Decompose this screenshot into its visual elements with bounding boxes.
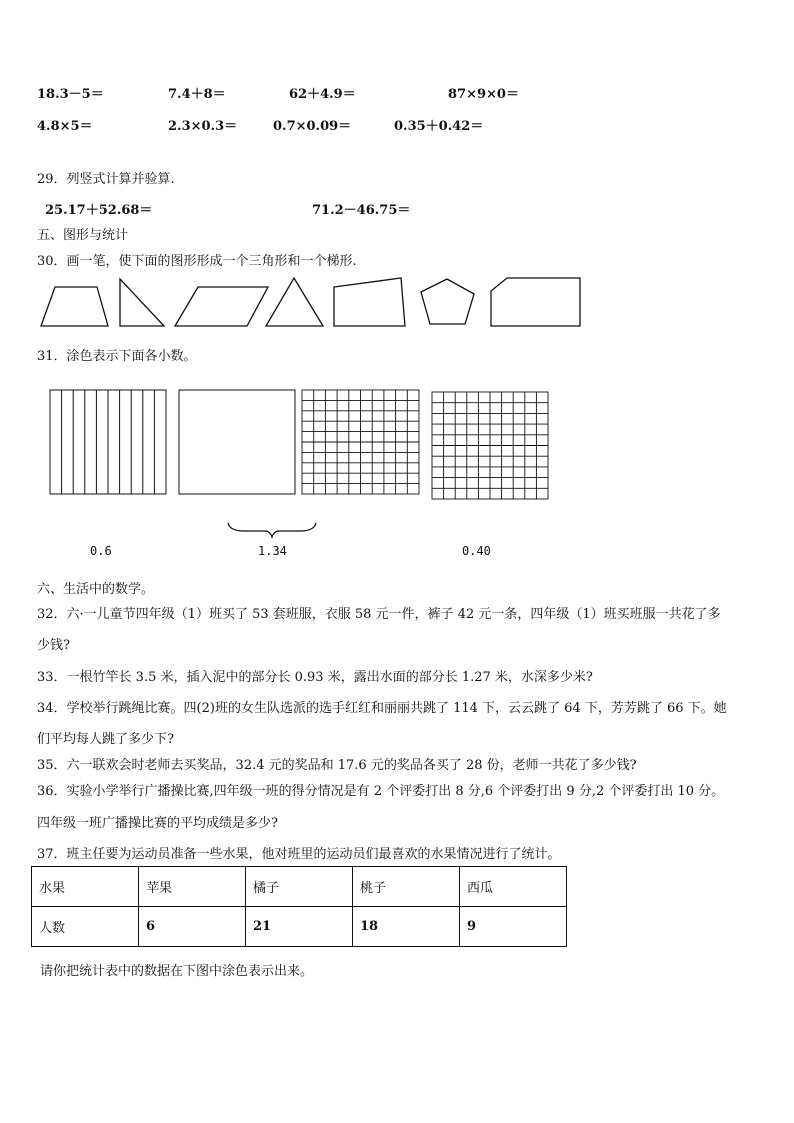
table-cell: 6 — [139, 907, 246, 947]
hundred-grid-2 — [432, 392, 548, 499]
right-triangle-shape — [120, 279, 164, 326]
brace-mark — [228, 523, 316, 537]
q34-line-2: 们平均每人跳了多少下? — [37, 732, 174, 747]
q37-title: 37．班主任要为运动员准备一些水果，他对班里的运动员们最喜欢的水果情况进行了统计。 — [37, 847, 561, 862]
q31-label-3: 0.40 — [462, 544, 491, 558]
fruit-table — [31, 866, 567, 947]
table-cell: 西瓜 — [460, 867, 567, 907]
table-cell: 橘子 — [246, 867, 353, 907]
section-5-heading: 五、图形与统计 — [37, 228, 129, 243]
calc-3: 62＋4.9＝ — [289, 87, 356, 102]
table-cell: 苹果 — [139, 867, 246, 907]
parallelogram-shape — [175, 287, 268, 326]
q33-text: 33．一根竹竿长 3.5 米，插入泥中的部分长 0.93 米，露出水面的部分长 1.27 米，水深多少米? — [37, 670, 593, 685]
q29-item-1: 25.17＋52.68＝ — [45, 203, 153, 218]
pentagon-shape — [421, 279, 474, 324]
q29-title: 29．列竖式计算并验算. — [37, 172, 175, 187]
trapezoid-shape — [41, 287, 108, 326]
q35-text: 35．六一联欢会时老师去买奖品，32.4 元的奖品和 17.6 元的奖品各买了 28 份，老师一共花了多少钱? — [37, 758, 637, 773]
hundred-grid-1 — [302, 390, 419, 494]
quadrilateral-shape — [334, 278, 405, 326]
q36-line-2: 四年级一班广播操比赛的平均成绩是多少? — [37, 816, 278, 831]
calc-7: 0.7×0.09＝ — [273, 119, 352, 134]
cut-rectangle-shape — [491, 278, 580, 326]
calc-6: 2.3×0.3＝ — [168, 119, 238, 134]
calc-2: 7.4＋8＝ — [168, 87, 226, 102]
q31-label-2: 1.34 — [258, 544, 287, 558]
section-6-heading: 六、生活中的数学。 — [37, 582, 155, 597]
table-cell: 人数 — [32, 907, 139, 947]
table-cell: 桃子 — [353, 867, 460, 907]
q31-label-1: 0.6 — [90, 544, 112, 558]
table-row — [32, 867, 567, 907]
calc-5: 4.8×5＝ — [37, 119, 93, 134]
q37-instruction: 请你把统计表中的数据在下图中涂色表示出来。 — [40, 964, 314, 979]
table-cell: 水果 — [32, 867, 139, 907]
calc-1: 18.3－5＝ — [37, 87, 104, 102]
q34-line-1: 34．学校举行跳绳比赛。四(2)班的女生队选派的选手红红和丽丽共跳了 114 下，云云跳了 64 下，芳芳跳了 66 下。她 — [37, 701, 727, 716]
table-cell: 18 — [353, 907, 460, 947]
q29-item-2: 71.2－46.75＝ — [312, 203, 411, 218]
calc-8: 0.35＋0.42＝ — [394, 119, 484, 134]
table-cell: 21 — [246, 907, 353, 947]
calc-4: 87×9×0＝ — [448, 87, 519, 102]
q30-title: 30．画一笔，使下面的图形形成一个三角形和一个梯形. — [37, 254, 357, 269]
triangle-shape — [266, 278, 323, 326]
strips-grid — [50, 390, 166, 494]
table-row — [32, 907, 567, 947]
q31-title: 31．涂色表示下面各小数。 — [37, 349, 197, 364]
q30-shapes — [41, 278, 580, 326]
plain-square — [179, 390, 295, 494]
q32-line-2: 少钱? — [37, 638, 70, 653]
q32-line-1: 32．六·一儿童节四年级（1）班买了 53 套班服，衣服 58 元一件，裤子 42 元一条，四年级（1）班买班服一共花了多 — [37, 607, 721, 622]
table-cell: 9 — [460, 907, 567, 947]
q36-line-1: 36．实验小学举行广播操比赛,四年级一班的得分情况是有 2 个评委打出 8 分,6 个评委打出 9 分,2 个评委打出 10 分。 — [37, 784, 725, 799]
